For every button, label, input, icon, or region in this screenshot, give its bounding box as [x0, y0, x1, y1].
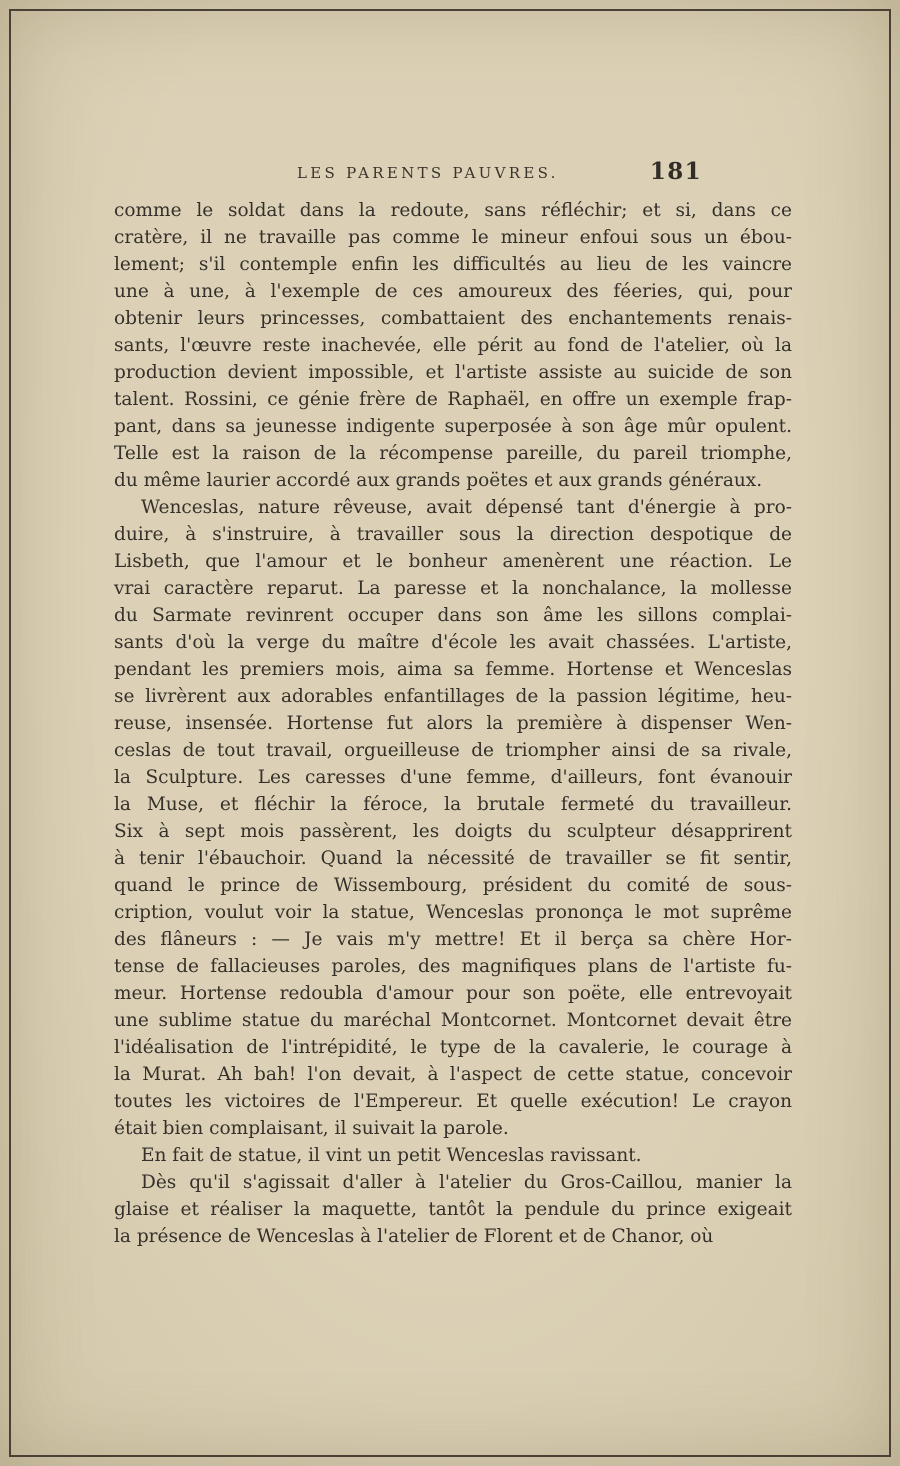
text-line: sants, l'œuvre reste inachevée, elle périt au fond de l'atelier, où la: [114, 335, 792, 356]
text-line: Lisbeth, que l'amour et le bonheur amenèrent une réaction. Le: [114, 551, 792, 572]
page-body: [114, 197, 792, 1250]
text-line: Dès qu'il s'agissait d'aller à l'atelier du Gros-Caillou, manier la: [141, 1172, 792, 1193]
text-line: Telle est la raison de la récompense pareille, du pareil triomphe,: [114, 443, 792, 464]
paragraph: [114, 1142, 792, 1169]
page-number: 181: [649, 158, 702, 185]
text-line: ceslas de tout travail, orgueilleuse de triompher ainsi de sa rivale,: [114, 740, 792, 761]
text-line: production devient impossible, et l'artiste assiste au suicide de son: [114, 362, 792, 383]
text-line: la Sculpture. Les caresses d'une femme, d'ailleurs, font évanouir: [114, 767, 792, 788]
text-line: Six à sept mois passèrent, les doigts du sculpteur désapprirent: [114, 821, 792, 842]
text-line: Wenceslas, nature rêveuse, avait dépensé tant d'énergie à pro-: [141, 497, 792, 518]
text-line: une à une, à l'exemple de ces amoureux des féeries, qui, pour: [114, 281, 792, 302]
text-line: comme le soldat dans la redoute, sans réfléchir; et si, dans ce: [114, 200, 792, 221]
running-title: LES PARENTS PAUVRES.: [297, 164, 559, 182]
text-line: vrai caractère reparut. La paresse et la nonchalance, la mollesse: [114, 578, 792, 599]
text-line: glaise et réaliser la maquette, tantôt la pendule du prince exigeait: [114, 1199, 792, 1220]
text-line: se livrèrent aux adorables enfantillages de la passion légitime, heu-: [114, 686, 792, 707]
text-line: cratère, il ne travaille pas comme le mineur enfoui sous un ébou-: [114, 227, 792, 248]
text-line: à tenir l'ébauchoir. Quand la nécessité de travailler se fit sentir,: [114, 848, 792, 869]
text-line: la Murat. Ah bah! l'on devait, à l'aspect de cette statue, concevoir: [114, 1064, 792, 1085]
text-line: l'idéalisation de l'intrépidité, le type de la cavalerie, le courage à: [114, 1037, 792, 1058]
running-header: [114, 160, 792, 190]
text-line: des flâneurs : — Je vais m'y mettre! Et il berça sa chère Hor-: [114, 929, 792, 950]
text-block: [114, 160, 792, 1250]
text-line: meur. Hortense redoubla d'amour pour son poëte, elle entrevoyait: [114, 983, 792, 1004]
text-line: quand le prince de Wissembourg, président du comité de sous-: [114, 875, 792, 896]
text-line: pant, dans sa jeunesse indigente superposée à son âge mûr opulent.: [114, 416, 792, 437]
text-line: toutes les victoires de l'Empereur. Et quelle exécution! Le crayon: [114, 1091, 792, 1112]
text-line: pendant les premiers mois, aima sa femme. Hortense et Wenceslas: [114, 659, 792, 680]
text-line: obtenir leurs princesses, combattaient des enchantements renais-: [114, 308, 792, 329]
paragraph: [114, 494, 792, 1142]
text-line: En fait de statue, il vint un petit Wenceslas ravissant.: [141, 1145, 642, 1166]
text-line: du Sarmate revinrent occuper dans son âme les sillons complai-: [114, 605, 792, 626]
paragraph: [114, 197, 792, 494]
text-line: talent. Rossini, ce génie frère de Raphaël, en offre un exemple frap-: [114, 389, 792, 410]
text-line: sants d'où la verge du maître d'école les avait chassées. L'artiste,: [114, 632, 792, 653]
text-line: la présence de Wenceslas à l'atelier de Florent et de Chanor, où: [114, 1226, 714, 1247]
paragraph: [114, 1169, 792, 1250]
text-line: reuse, insensée. Hortense fut alors la première à dispenser Wen-: [114, 713, 792, 734]
text-line: tense de fallacieuses paroles, des magnifiques plans de l'artiste fu-: [114, 956, 792, 977]
text-line: duire, à s'instruire, à travailler sous la direction despotique de: [114, 524, 792, 545]
text-line: lement; s'il contemple enfin les difficultés au lieu de les vaincre: [114, 254, 792, 275]
text-line: cription, voulut voir la statue, Wenceslas prononça le mot suprême: [114, 902, 792, 923]
text-line: la Muse, et fléchir la féroce, la brutale fermeté du travailleur.: [114, 794, 792, 815]
text-line: était bien complaisant, il suivait la parole.: [114, 1118, 509, 1139]
text-line: du même laurier accordé aux grands poëtes et aux grands généraux.: [114, 470, 763, 491]
text-line: une sublime statue du maréchal Montcornet. Montcornet devait être: [114, 1010, 792, 1031]
